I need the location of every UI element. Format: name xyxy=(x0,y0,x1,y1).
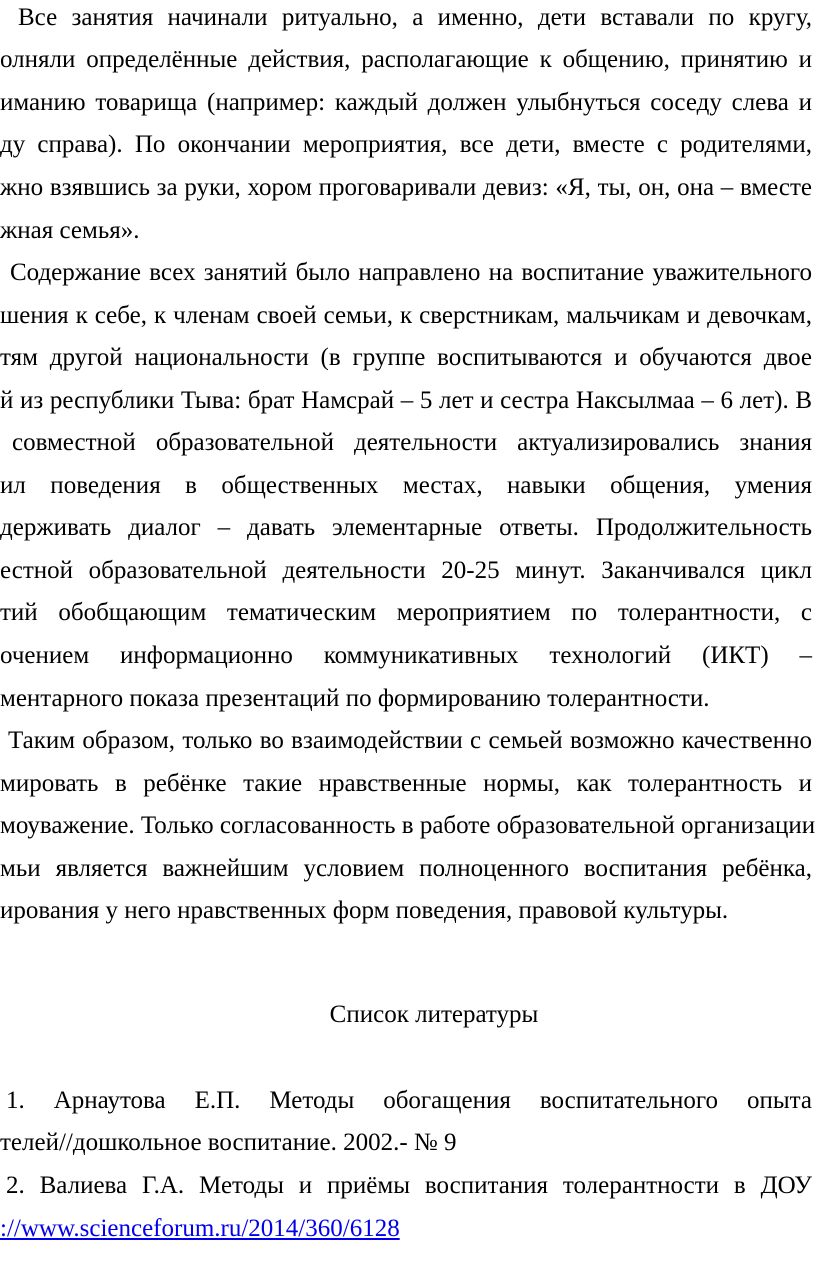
text-line: ментарного показа презентаций по формированию толерантности. xyxy=(0,685,710,712)
reference-link[interactable]: ://www.scienceforum.ru/2014/360/6128 xyxy=(0,1215,400,1242)
text-line: держивать диалог – давать элементарные ответы. Продолжительность xyxy=(0,514,812,541)
text-line: шения к себе, к членам своей семьи, к сверстникам, мальчикам и девочкам, xyxy=(0,302,812,329)
references-heading: Список литературы xyxy=(329,1001,539,1028)
text-line: иманию товарища (например: каждый должен улыбнуться соседу слева и xyxy=(0,89,812,116)
text-line: ду справа). По окончании мероприятия, все дети, вместе с родителями, xyxy=(0,131,812,158)
text-line: жная семья». xyxy=(0,217,140,244)
text-line: олняли определённые действия, располагающие к общению, принятию и xyxy=(0,46,812,73)
reference-item: 2. Валиева Г.А. Методы и приёмы воспитания толерантности в ДОУ xyxy=(6,1172,812,1199)
text-line: Все занятия начинали ритуально, а именно, дети вставали по кругу, xyxy=(18,4,812,31)
text-line: тям другой национальности (в группе воспитываются и обучаются двое xyxy=(0,344,812,371)
text-line: жно взявшись за руки, хором проговаривали девиз: «Я, ты, он, она – вместе xyxy=(0,174,812,201)
reference-item: телей//дошкольное воспитание. 2002.- № 9 xyxy=(0,1129,457,1156)
text-line: Содержание всех занятий было направлено на воспитание уважительного xyxy=(10,259,812,286)
text-line: мьи является важнейшим условием полноценного воспитания ребёнка, xyxy=(0,855,812,882)
reference-item: 1. Арнаутова Е.П. Методы обогащения воспитательного опыта xyxy=(6,1087,812,1114)
text-line: ил поведения в общественных местах, навыки общения, умения xyxy=(0,472,812,499)
text-line: очением информационно коммуникативных технологий (ИКТ) – xyxy=(0,642,812,669)
text-line: тий обобщающим тематическим мероприятием по толерантности, с xyxy=(0,599,812,626)
text-line: мировать в ребёнке такие нравственные нормы, как толерантность и xyxy=(0,770,812,797)
text-line: Таким образом, только во взаимодействии с семьей возможно качественно xyxy=(8,727,812,754)
text-line: ирования у него нравственных форм поведения, правовой культуры. xyxy=(0,897,729,924)
text-line: естной образовательной деятельности 20-25 минут. Заканчивался цикл xyxy=(0,557,812,584)
text-line: й из республики Тыва: брат Намсрай – 5 лет и сестра Наксылмаа – 6 лет). В xyxy=(0,387,812,414)
text-line: совместной образовательной деятельности актуализировались знания xyxy=(12,429,812,456)
text-line: моуважение. Только согласованность в работе образовательной организации xyxy=(0,812,816,839)
